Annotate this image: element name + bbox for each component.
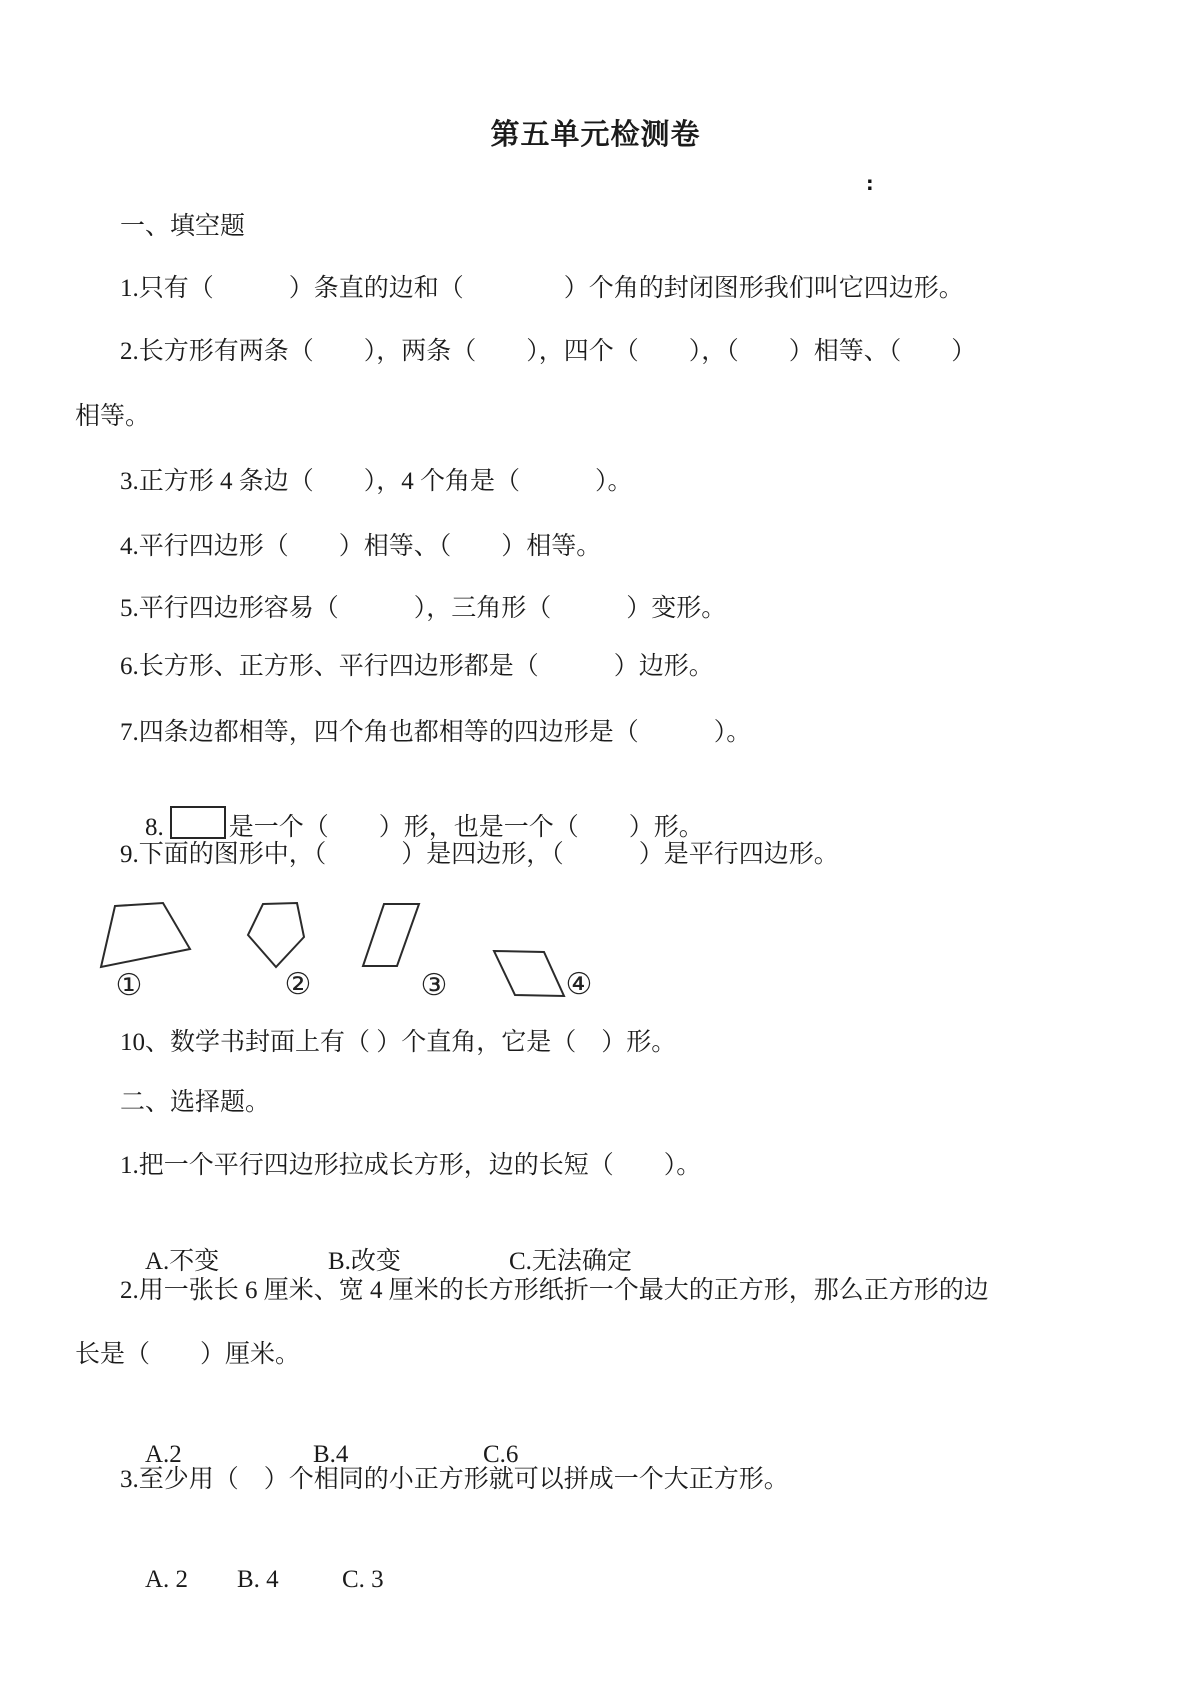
figure-label-4: ④ — [565, 967, 593, 1002]
choice-question-3-options — [120, 1529, 384, 1630]
fill-question-7: 7.四条边都相等，四个角也都相等的四边形是（ ）。 — [120, 719, 752, 746]
fill-question-5: 5.平行四边形容易（ ），三角形（ ）变形。 — [120, 595, 727, 622]
choice-1-option-a: A.不变 — [145, 1247, 220, 1275]
rectangle-shape-icon — [170, 806, 226, 839]
choice-question-2-line-1: 2.用一张长 6 厘米、宽 4 厘米的长方形纸折一个最大的正方形，那么正方形的边 — [120, 1277, 989, 1304]
fill-question-8-text: 是一个（ ）形，也是一个（ ）形。 — [228, 813, 704, 841]
figure-label-1: ① — [115, 968, 143, 1003]
choice-question-1: 1.把一个平行四边形拉成长方形，边的长短（ ）。 — [120, 1152, 702, 1179]
choice-question-2-line-2: 长是（ ）厘米。 — [75, 1341, 301, 1368]
fill-question-2-line-1: 2.长方形有两条（ ），两条（ ），四个（ ），（ ）相等、（ ） — [120, 338, 977, 365]
figure-parallelogram-3-icon — [363, 904, 419, 966]
figure-parallelogram-4-icon — [494, 951, 564, 996]
fill-question-2-line-2: 相等。 — [75, 403, 151, 430]
question-9-figures — [90, 895, 710, 1010]
choice-2-option-a: A.2 — [145, 1440, 182, 1468]
choice-3-option-c: C. 3 — [342, 1565, 384, 1593]
section-2-heading: 二、选择题。 — [120, 1089, 271, 1116]
fill-question-4: 4.平行四边形（ ）相等、（ ）相等。 — [120, 533, 602, 560]
choice-2-option-c: C.6 — [483, 1440, 519, 1468]
choice-1-option-b: B.改变 — [328, 1247, 401, 1275]
fill-question-1: 1.只有（ ）条直的边和（ ）个角的封闭图形我们叫它四边形。 — [120, 275, 964, 302]
figure-pentagon-icon — [248, 903, 304, 967]
fill-question-6: 6.长方形、正方形、平行四边形都是（ ）边形。 — [120, 653, 714, 680]
fill-question-8-number: 8. — [145, 813, 164, 841]
fill-question-9: 9.下面的图形中，（ ）是四边形，（ ）是平行四边形。 — [120, 841, 839, 868]
section-1-heading: 一、填空题 — [120, 213, 246, 240]
fill-question-3: 3.正方形 4 条边（ ），4 个角是（ ）。 — [120, 468, 633, 495]
choice-question-3: 3.至少用（ ）个相同的小正方形就可以拼成一个大正方形。 — [120, 1466, 789, 1493]
stray-colon-mark: : — [866, 173, 874, 195]
choice-3-option-a: A. 2 — [145, 1565, 189, 1593]
figure-quadrilateral-icon — [101, 903, 190, 967]
figure-label-3: ③ — [420, 968, 448, 1003]
choice-1-option-c: C.无法确定 — [509, 1247, 632, 1275]
page-title: 第五单元检测卷 — [490, 117, 701, 151]
choice-2-option-b: B.4 — [313, 1440, 349, 1468]
figure-label-2: ② — [284, 967, 312, 1002]
choice-3-option-b: B. 4 — [237, 1565, 279, 1593]
fill-question-10: 10、数学书封面上有（ ）个直角，它是（ ）形。 — [120, 1029, 677, 1056]
